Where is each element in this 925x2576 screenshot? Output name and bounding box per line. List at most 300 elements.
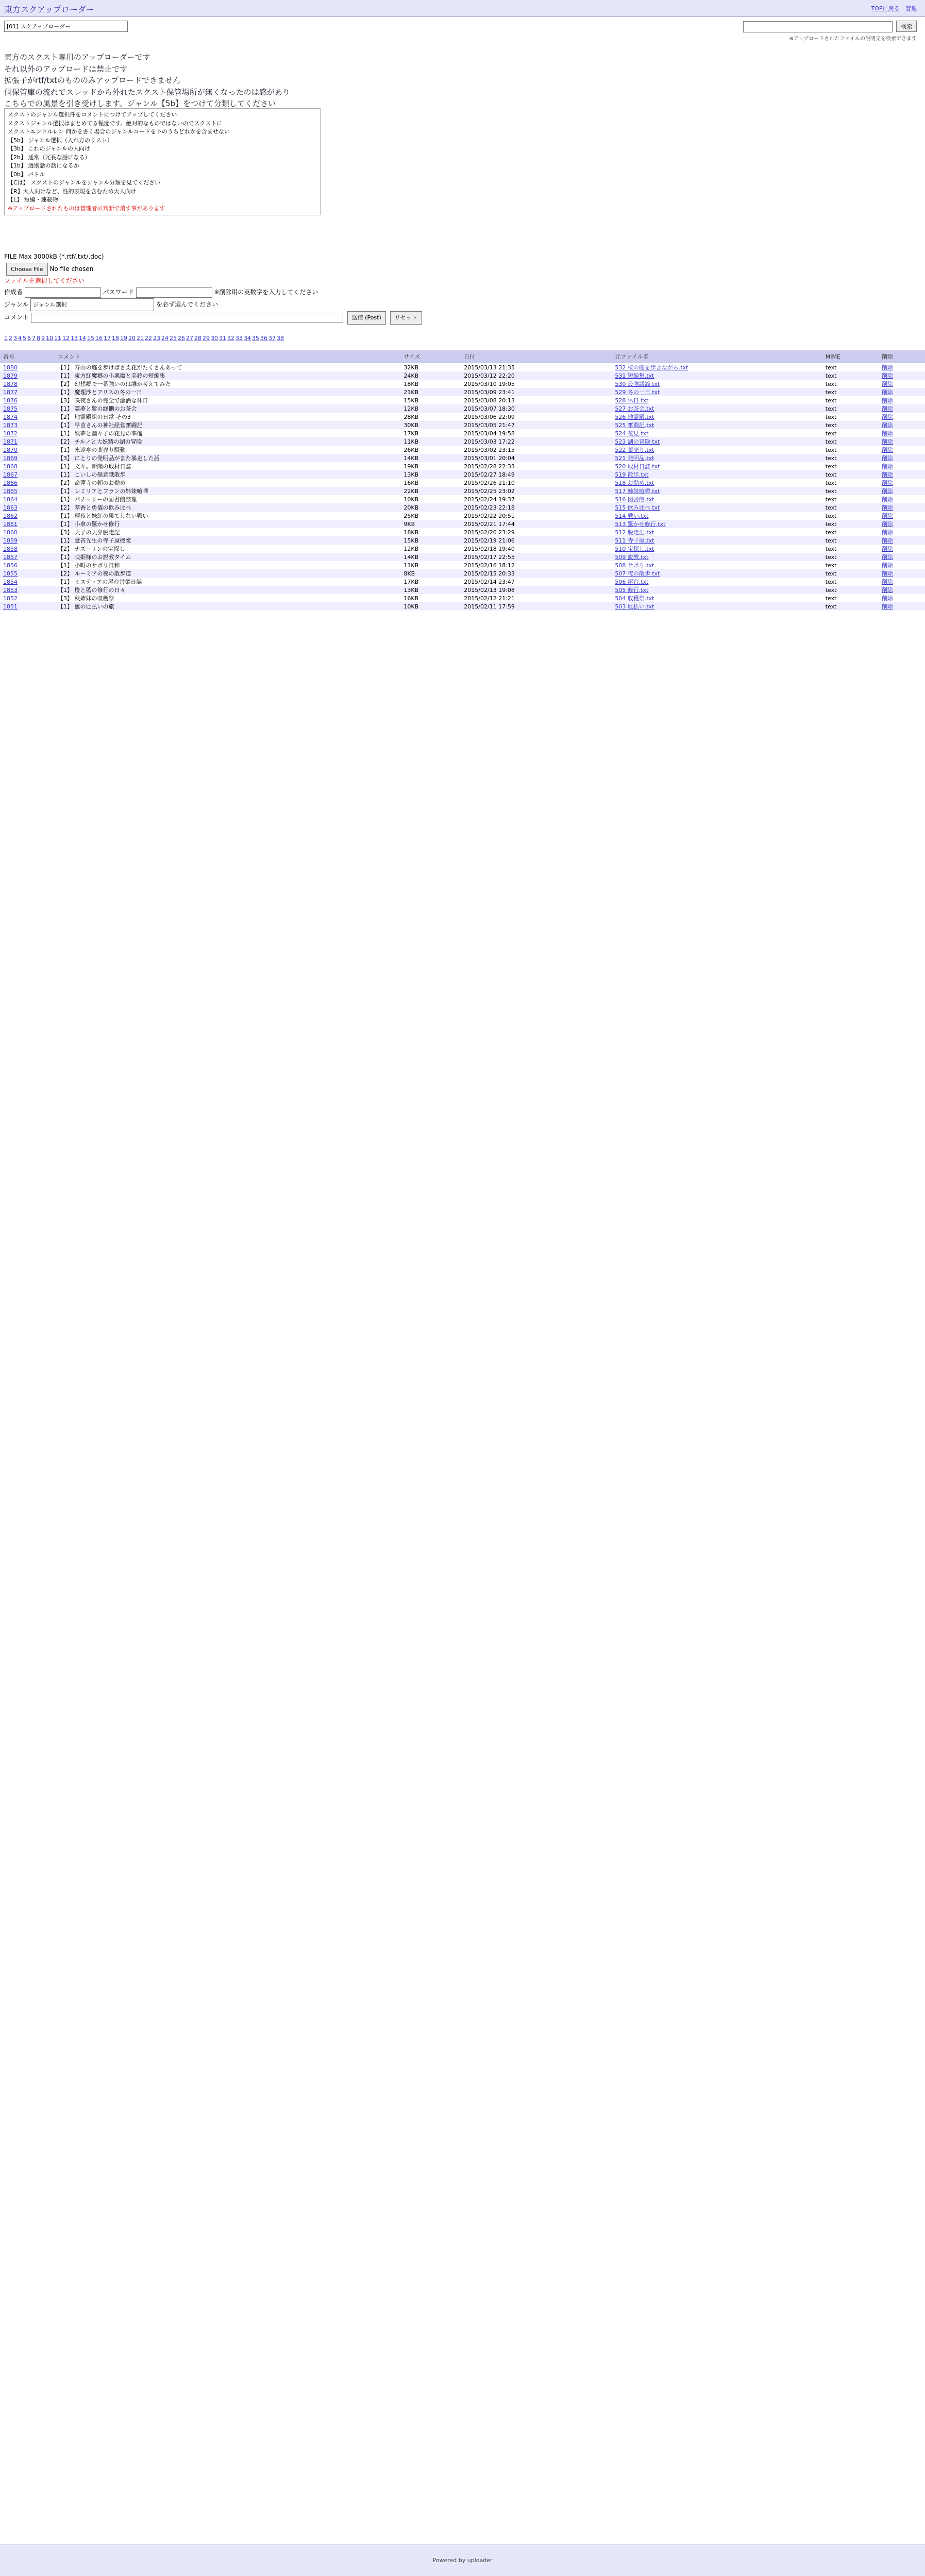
row-mime: text — [825, 372, 837, 379]
row-number-cell — [0, 602, 55, 611]
row-date-cell — [461, 437, 612, 446]
row-date: 2015/02/18 19:40 — [464, 545, 515, 552]
table-row — [0, 545, 925, 553]
row-mime-cell — [822, 545, 879, 553]
row-date-cell — [461, 594, 612, 602]
row-mime: text — [825, 397, 837, 404]
row-date: 2015/03/12 22:20 — [464, 372, 515, 379]
row-mime-cell — [822, 413, 879, 421]
row-delete-link[interactable]: 削除 — [881, 504, 893, 511]
row-size: 8KB — [403, 570, 415, 577]
file-label: FILE Max 3000kB (*.rtf/.txt/.doc) — [4, 253, 104, 260]
table-row — [0, 569, 925, 578]
row-filename-cell — [612, 470, 822, 479]
row-filename[interactable]: 509 説教.txt — [615, 554, 649, 561]
page-link[interactable]: 37 — [268, 335, 276, 342]
table-row — [0, 363, 925, 372]
row-number[interactable]: 1867 — [3, 471, 18, 478]
row-number[interactable]: 1855 — [3, 570, 18, 577]
rule-line: 【2b】 通常（冗長な話になる） — [8, 154, 91, 161]
page-link[interactable]: 18 — [112, 335, 119, 342]
row-comment-cell — [55, 545, 400, 553]
row-delete-link-cell — [879, 396, 925, 404]
page-link[interactable]: 8 — [37, 335, 40, 342]
row-mime-cell — [822, 470, 879, 479]
page-link[interactable]: 23 — [153, 335, 160, 342]
row-delete-link[interactable]: 削除 — [881, 447, 893, 453]
row-comment-cell — [55, 421, 400, 429]
page-link[interactable]: 9 — [41, 335, 45, 342]
row-number[interactable]: 1865 — [3, 487, 18, 495]
page-link[interactable]: 13 — [71, 335, 78, 342]
row-number[interactable]: 1860 — [3, 529, 18, 536]
row-filename[interactable]: 529 冬の一日.txt — [615, 389, 660, 396]
row-filename[interactable]: 508 サボり.txt — [615, 562, 654, 569]
row-number[interactable]: 1859 — [3, 537, 18, 544]
row-date-cell — [461, 421, 612, 429]
row-comment-cell — [55, 487, 400, 495]
row-filename[interactable]: 523 湖の冒険.txt — [615, 438, 660, 445]
submit-button[interactable]: 送信 (Post) — [347, 311, 386, 325]
row-size-cell — [400, 371, 461, 380]
page-link[interactable]: 3 — [13, 335, 17, 342]
row-comment-cell — [55, 578, 400, 586]
rule-line: 【R】大人向けなど、性的表現を含むため大人向け — [8, 188, 137, 195]
genre-label: ジャンル — [4, 300, 29, 308]
row-number-cell — [0, 404, 55, 413]
file-none-text: No file chosen — [49, 265, 94, 273]
row-delete-link[interactable]: 削除 — [881, 405, 893, 412]
row-filename[interactable]: 511 寺子屋.txt — [615, 537, 654, 544]
row-filename[interactable]: 520 取材日誌.txt — [615, 463, 660, 470]
row-comment: 【3】 天子の天界脱走記 — [57, 529, 120, 536]
table-row — [0, 388, 925, 396]
row-number[interactable]: 1877 — [3, 388, 18, 396]
row-mime-cell — [822, 371, 879, 380]
top-link-home[interactable]: TOPに戻る — [871, 5, 900, 12]
row-filename[interactable]: 521 発明品.txt — [615, 455, 654, 462]
row-size: 24KB — [403, 372, 419, 379]
page-link[interactable]: 11 — [54, 335, 61, 342]
row-comment: 【1】 寿山の庭を歩けばさえ花がたくさんあって — [57, 364, 182, 371]
row-number[interactable]: 1862 — [3, 512, 18, 519]
row-size-cell — [400, 553, 461, 561]
page-link[interactable]: 30 — [211, 335, 218, 342]
col-date[interactable]: 日付 — [461, 350, 612, 363]
row-comment-cell — [55, 495, 400, 503]
row-date-cell — [461, 553, 612, 561]
row-delete-link[interactable]: 削除 — [881, 397, 893, 404]
reset-button[interactable]: リセット — [390, 311, 422, 325]
row-filename-cell — [612, 561, 822, 569]
page-link[interactable]: 36 — [260, 335, 267, 342]
row-number[interactable]: 1871 — [3, 438, 18, 445]
intro-text — [4, 52, 468, 110]
row-number[interactable]: 1853 — [3, 586, 18, 594]
row-mime: text — [825, 553, 837, 561]
row-mime-cell — [822, 363, 879, 372]
row-date-cell — [461, 495, 612, 503]
page-link[interactable]: 1 — [4, 335, 8, 342]
row-filename-cell — [612, 462, 822, 470]
page-link[interactable]: 10 — [46, 335, 53, 342]
row-filename-cell — [612, 421, 822, 429]
row-filename-cell — [612, 520, 822, 528]
row-delete-link[interactable]: 削除 — [881, 414, 893, 420]
row-delete-link[interactable]: 削除 — [881, 587, 893, 594]
row-number[interactable]: 1873 — [3, 421, 18, 429]
row-delete-link[interactable]: 削除 — [881, 554, 893, 561]
table-row — [0, 454, 925, 462]
page-link[interactable]: 16 — [95, 335, 103, 342]
row-number-cell — [0, 578, 55, 586]
row-filename[interactable]: 532 桜の庭を歩きながら.txt — [615, 364, 688, 371]
genre-select[interactable]: ジャンル選択 — [30, 298, 154, 312]
row-number[interactable]: 1872 — [3, 430, 18, 437]
row-number[interactable]: 1866 — [3, 479, 18, 486]
row-number-cell — [0, 545, 55, 553]
row-delete-link[interactable]: 削除 — [881, 430, 893, 437]
row-mime: text — [825, 421, 837, 429]
row-date-cell — [461, 404, 612, 413]
row-filename[interactable]: 518 お勤め.txt — [615, 480, 654, 486]
row-number-cell — [0, 553, 55, 561]
row-filename[interactable]: 512 脱走記.txt — [615, 529, 654, 536]
row-number-cell — [0, 569, 55, 578]
row-filename[interactable]: 503 厄払い.txt — [615, 603, 654, 610]
col-delete: 削除 — [879, 350, 925, 363]
row-mime-cell — [822, 404, 879, 413]
row-filename[interactable]: 515 飲み比べ.txt — [615, 504, 660, 511]
row-date: 2015/03/03 17:22 — [464, 438, 515, 445]
row-number-cell — [0, 512, 55, 520]
row-filename[interactable]: 514 戦い.txt — [615, 513, 649, 519]
row-filename[interactable]: 516 図書館.txt — [615, 496, 654, 503]
page-link[interactable]: 31 — [219, 335, 226, 342]
file-choose-button[interactable]: Choose File — [6, 263, 48, 276]
comment-input[interactable] — [31, 313, 343, 323]
row-delete-link-cell — [879, 454, 925, 462]
row-mime-cell — [822, 594, 879, 602]
row-mime-cell — [822, 569, 879, 578]
row-delete-link-cell — [879, 553, 925, 561]
row-delete-link[interactable]: 削除 — [881, 438, 893, 445]
row-number-cell — [0, 429, 55, 437]
page-link[interactable]: 38 — [277, 335, 284, 342]
page-link[interactable]: 35 — [252, 335, 259, 342]
row-mime: text — [825, 529, 837, 536]
row-number[interactable]: 1854 — [3, 578, 18, 585]
row-comment: 【1】 東方紅魔郷の小悪魔と美鈴の短編集 — [57, 372, 165, 379]
col-size[interactable]: サイズ — [400, 350, 461, 363]
row-mime-cell — [822, 512, 879, 520]
page-link[interactable]: 34 — [244, 335, 251, 342]
row-delete-link[interactable]: 削除 — [881, 529, 893, 536]
table-row — [0, 470, 925, 479]
row-comment-cell — [55, 396, 400, 404]
header-bar — [0, 0, 925, 17]
page-link[interactable]: 20 — [128, 335, 136, 342]
row-size: 19KB — [403, 463, 419, 470]
page-link[interactable]: 17 — [104, 335, 111, 342]
row-filename-cell — [612, 437, 822, 446]
row-number[interactable]: 1861 — [3, 520, 18, 528]
row-number-cell — [0, 487, 55, 495]
row-number[interactable]: 1856 — [3, 562, 18, 569]
rule-line: 【Cは】 スクストのジャンルをジャンル分類を見てください — [8, 179, 161, 186]
row-delete-link-cell — [879, 371, 925, 380]
row-date-cell — [461, 470, 612, 479]
row-number[interactable]: 1858 — [3, 545, 18, 552]
page-link[interactable]: 22 — [145, 335, 152, 342]
row-delete-link[interactable]: 削除 — [881, 521, 893, 528]
col-filename[interactable]: 元ファイル名 — [612, 350, 822, 363]
row-number[interactable]: 1864 — [3, 496, 18, 503]
row-filename[interactable]: 528 休日.txt — [615, 397, 649, 404]
row-number[interactable]: 1852 — [3, 595, 18, 602]
page-link[interactable]: 24 — [161, 335, 169, 342]
row-number[interactable]: 1863 — [3, 504, 18, 511]
row-filename[interactable]: 522 薬売り.txt — [615, 447, 654, 453]
row-size-cell — [400, 528, 461, 536]
row-comment-cell — [55, 404, 400, 413]
row-size: 22KB — [403, 487, 419, 495]
row-number-cell — [0, 561, 55, 569]
top-link-admin[interactable]: 管理 — [905, 5, 917, 12]
table-row — [0, 594, 925, 602]
name-label: 作成者 — [4, 288, 23, 296]
row-number-cell — [0, 536, 55, 545]
row-delete-link-cell — [879, 487, 925, 495]
row-date: 2015/02/22 20:51 — [464, 512, 515, 519]
row-number[interactable]: 1875 — [3, 405, 18, 412]
row-delete-link[interactable]: 削除 — [881, 455, 893, 462]
name-input[interactable] — [25, 287, 101, 298]
table-row — [0, 553, 925, 561]
table-row — [0, 520, 925, 528]
row-delete-link-cell — [879, 421, 925, 429]
row-delete-link[interactable]: 削除 — [881, 463, 893, 470]
row-delete-link[interactable]: 削除 — [881, 570, 893, 577]
row-date-cell — [461, 380, 612, 388]
row-delete-link[interactable]: 削除 — [881, 562, 893, 569]
row-mime-cell — [822, 396, 879, 404]
page-link[interactable]: 32 — [227, 335, 234, 342]
row-size-cell — [400, 602, 461, 611]
row-comment: 【1】 魔理沙とアリスの冬の一日 — [57, 389, 142, 396]
page-link[interactable]: 29 — [203, 335, 210, 342]
row-date-cell — [461, 512, 612, 520]
row-filename[interactable]: 506 屋台.txt — [615, 579, 649, 585]
page-link[interactable]: 12 — [62, 335, 70, 342]
row-comment-cell — [55, 594, 400, 602]
table-row — [0, 561, 925, 569]
row-comment: 【1】 レミリアとフランの姉妹喧嘩 — [57, 488, 148, 495]
row-number[interactable]: 1870 — [3, 446, 18, 453]
row-delete-link[interactable]: 削除 — [881, 389, 893, 396]
row-number[interactable]: 1878 — [3, 380, 18, 387]
rule-line: 【3b】 これのジャンルの人向け — [8, 145, 90, 152]
row-comment-cell — [55, 520, 400, 528]
row-filename-cell — [612, 371, 822, 380]
row-delete-link[interactable]: 削除 — [881, 364, 893, 371]
row-delete-link-cell — [879, 528, 925, 536]
row-number[interactable]: 1879 — [3, 372, 18, 379]
row-number-cell — [0, 594, 55, 602]
row-mime-cell — [822, 388, 879, 396]
page-link[interactable]: 4 — [18, 335, 22, 342]
row-filename[interactable]: 524 花見.txt — [615, 430, 649, 437]
row-mime-cell — [822, 462, 879, 470]
row-filename[interactable]: 505 修行.txt — [615, 587, 649, 594]
row-filename-cell — [612, 396, 822, 404]
row-date-cell — [461, 413, 612, 421]
row-mime: text — [825, 496, 837, 503]
row-delete-link[interactable]: 削除 — [881, 372, 893, 379]
row-filename[interactable]: 526 地霊殿.txt — [615, 414, 654, 420]
row-delete-link[interactable]: 削除 — [881, 595, 893, 602]
row-filename-cell — [612, 495, 822, 503]
row-number-cell — [0, 520, 55, 528]
row-delete-link[interactable]: 削除 — [881, 496, 893, 503]
row-delete-link[interactable]: 削除 — [881, 579, 893, 585]
row-comment: 【1】 霊夢と紫の縁側のお茶会 — [57, 405, 137, 412]
row-filename[interactable]: 527 お茶会.txt — [615, 405, 654, 412]
row-delete-link-cell — [879, 503, 925, 512]
page-link[interactable]: 15 — [87, 335, 94, 342]
row-delete-link[interactable]: 削除 — [881, 546, 893, 552]
row-number[interactable]: 1851 — [3, 603, 18, 610]
row-size-cell — [400, 545, 461, 553]
row-number[interactable]: 1880 — [3, 364, 18, 371]
table-row — [0, 479, 925, 487]
row-comment-cell — [55, 413, 400, 421]
row-number[interactable]: 1868 — [3, 463, 18, 470]
table-row — [0, 429, 925, 437]
intro-line: こちらでの風景を引き受けします。ジャンル【5b】をつけて分類してください — [4, 99, 276, 108]
row-date-cell — [461, 446, 612, 454]
row-filename[interactable]: 530 最強議論.txt — [615, 381, 660, 387]
col-comment[interactable]: コメント — [55, 350, 400, 363]
table-row — [0, 396, 925, 404]
table-row — [0, 503, 925, 512]
row-filename[interactable]: 510 宝探し.txt — [615, 546, 654, 552]
search-input[interactable] — [743, 21, 893, 32]
row-number[interactable]: 1874 — [3, 413, 18, 420]
row-delete-link[interactable]: 削除 — [881, 480, 893, 486]
row-date: 2015/02/20 23:29 — [464, 529, 515, 536]
page-link[interactable]: 5 — [23, 335, 26, 342]
row-size: 17KB — [403, 578, 419, 585]
intro-line: 拡張子がrtf/txtのもののみアップロードできません — [4, 76, 180, 85]
page-link[interactable]: 19 — [120, 335, 127, 342]
row-delete-link-cell — [879, 594, 925, 602]
row-comment-cell — [55, 503, 400, 512]
page-link[interactable]: 26 — [178, 335, 185, 342]
page-link[interactable]: 25 — [170, 335, 177, 342]
table-row — [0, 404, 925, 413]
search-note: ※アップロードされたファイルの説明文を検索できます — [789, 36, 917, 42]
page-link[interactable]: 28 — [194, 335, 201, 342]
row-mime-cell — [822, 586, 879, 594]
row-delete-link[interactable]: 削除 — [881, 422, 893, 429]
board-select[interactable]: [01] スクアップローダー — [4, 21, 128, 32]
row-delete-link[interactable]: 削除 — [881, 488, 893, 495]
row-mime: text — [825, 603, 837, 610]
row-date-cell — [461, 569, 612, 578]
row-delete-link[interactable]: 削除 — [881, 471, 893, 478]
row-filename[interactable]: 504 収穫祭.txt — [615, 595, 654, 602]
row-delete-link-cell — [879, 602, 925, 611]
row-date: 2015/02/23 22:18 — [464, 504, 515, 511]
page-link[interactable]: 2 — [9, 335, 12, 342]
row-date: 2015/02/26 21:10 — [464, 479, 515, 486]
row-size: 28KB — [403, 413, 419, 420]
page-link[interactable]: 33 — [236, 335, 243, 342]
row-mime-cell — [822, 503, 879, 512]
table-row — [0, 380, 925, 388]
row-mime: text — [825, 388, 837, 396]
row-delete-link[interactable]: 削除 — [881, 381, 893, 387]
row-filename-cell — [612, 578, 822, 586]
row-size: 12KB — [403, 545, 419, 552]
row-comment: 【2】 命蓮寺の朝のお勤め — [57, 480, 126, 486]
row-mime: text — [825, 537, 837, 544]
row-mime: text — [825, 520, 837, 528]
row-size-cell — [400, 569, 461, 578]
row-number-cell — [0, 396, 55, 404]
page-link[interactable]: 27 — [186, 335, 193, 342]
row-date-cell — [461, 520, 612, 528]
row-size-cell — [400, 421, 461, 429]
file-table — [0, 350, 925, 611]
row-number[interactable]: 1869 — [3, 454, 18, 462]
comment-label: コメント — [4, 314, 29, 321]
row-delete-link[interactable]: 削除 — [881, 513, 893, 519]
row-delete-link-cell — [879, 429, 925, 437]
row-filename[interactable]: 531 短編集.txt — [615, 372, 654, 379]
row-delete-link[interactable]: 削除 — [881, 537, 893, 544]
col-number[interactable]: 番号 — [0, 350, 55, 363]
row-filename[interactable]: 513 驚かせ修行.txt — [615, 521, 666, 528]
row-size-cell — [400, 561, 461, 569]
intro-line: 個保管庫の流れでスレッドから外れたスクスト保管場所が無くなったのは感があり — [4, 87, 290, 97]
row-size: 32KB — [403, 364, 419, 371]
row-comment-cell — [55, 512, 400, 520]
row-filename[interactable]: 507 夜の散歩.txt — [615, 570, 660, 577]
row-filename[interactable]: 517 姉妹喧嘩.txt — [615, 488, 660, 495]
search-form — [743, 21, 917, 32]
row-delete-link[interactable]: 削除 — [881, 603, 893, 610]
row-filename[interactable]: 519 散歩.txt — [615, 471, 649, 478]
page-link[interactable]: 6 — [27, 335, 31, 342]
row-mime: text — [825, 446, 837, 453]
row-filename-cell — [612, 388, 822, 396]
table-row — [0, 512, 925, 520]
rule-line: スクストのジャンル選択件をコメントにつけてアップしてください — [8, 111, 177, 118]
page-link[interactable]: 14 — [79, 335, 86, 342]
search-button[interactable]: 検索 — [896, 21, 917, 32]
password-input[interactable] — [136, 287, 212, 298]
row-number[interactable]: 1857 — [3, 553, 18, 561]
row-filename[interactable]: 525 奮闘記.txt — [615, 422, 654, 429]
table-row — [0, 413, 925, 421]
row-number[interactable]: 1876 — [3, 397, 18, 404]
table-row — [0, 371, 925, 380]
page-link[interactable]: 7 — [32, 335, 36, 342]
page-link[interactable]: 21 — [137, 335, 144, 342]
row-filename-cell — [612, 586, 822, 594]
